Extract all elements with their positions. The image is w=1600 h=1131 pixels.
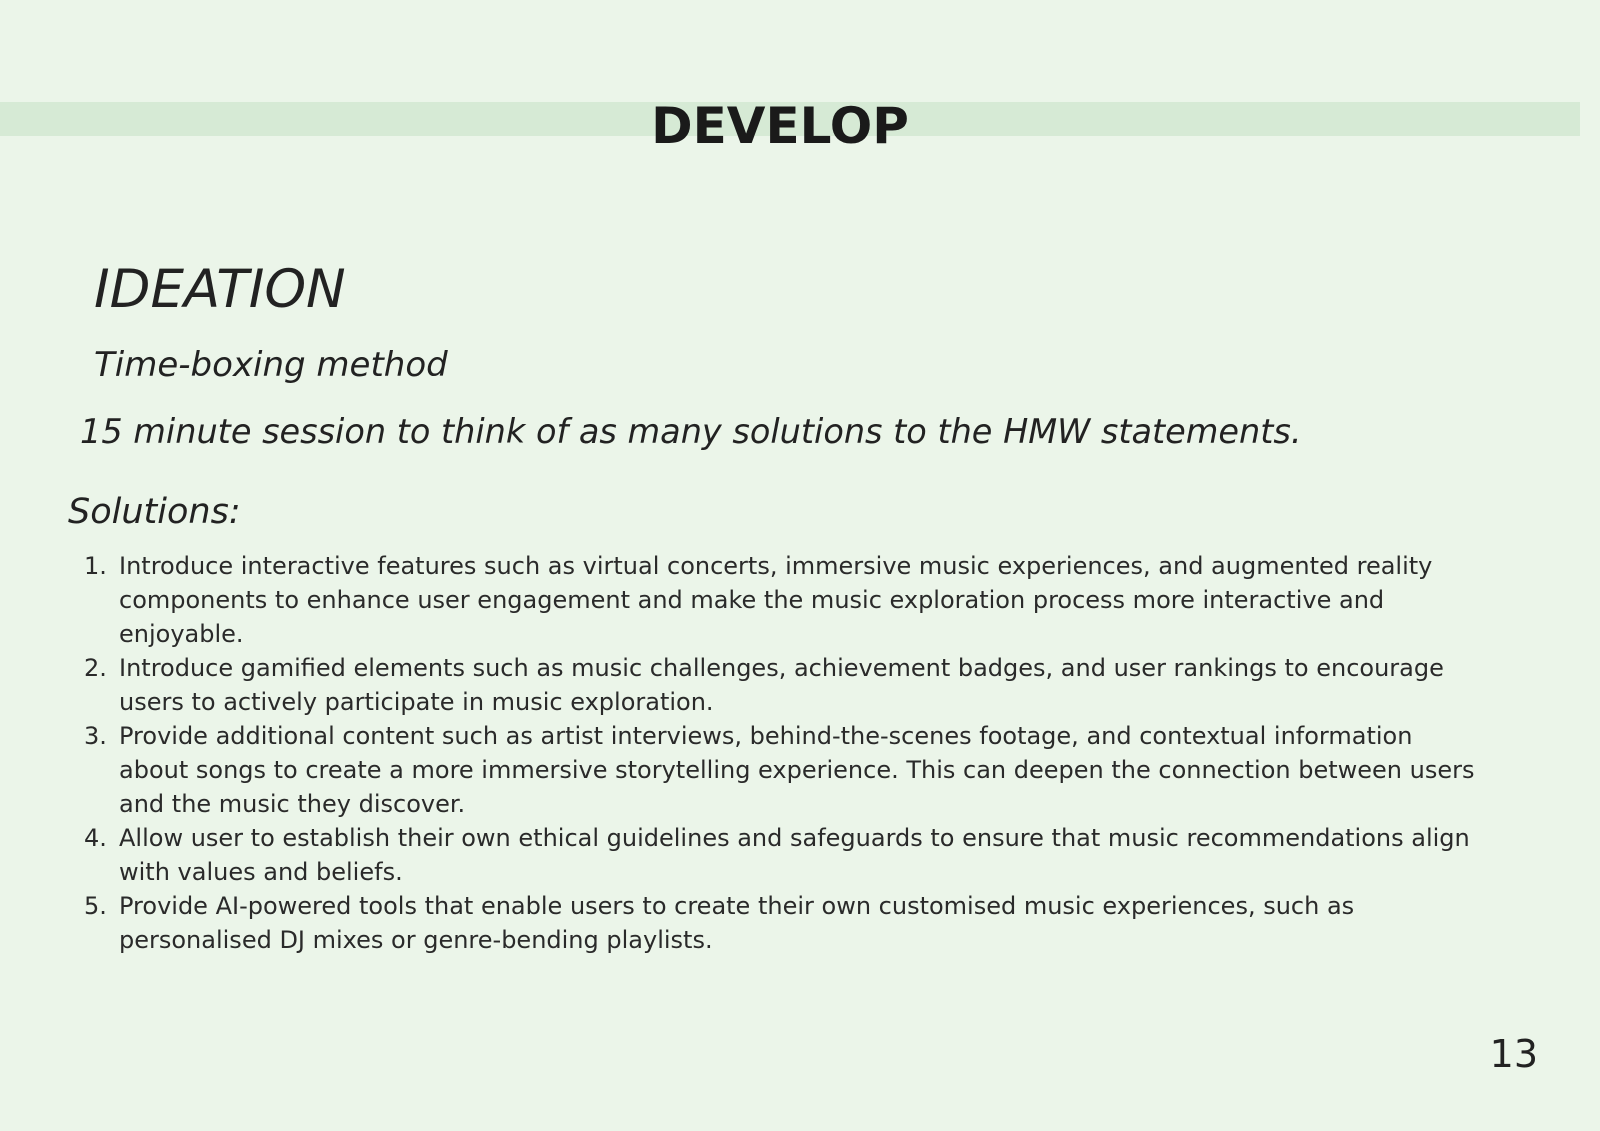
- solutions-list: [84, 549, 1484, 957]
- list-item-text: Provide AI-powered tools that enable users to create their own customised music experiences, such as personalised DJ mixes or genre-bending playlists.: [119, 892, 1355, 954]
- list-item-number: 3.: [84, 722, 107, 750]
- page-number: 13: [1489, 1032, 1538, 1076]
- list-item-text: Allow user to establish their own ethical guidelines and safeguards to ensure that music recommendations align with values and beliefs.: [119, 824, 1470, 886]
- list-item: [84, 651, 1484, 719]
- solutions-heading: Solutions:: [68, 492, 241, 532]
- list-item-number: 4.: [84, 824, 107, 852]
- list-item: [84, 719, 1484, 821]
- list-item-number: 1.: [84, 552, 107, 580]
- list-item: [84, 821, 1484, 889]
- list-item-text: Provide additional content such as artist interviews, behind-the-scenes footage, and contextual information about songs to create a more immersive storytelling experience. This can deepen the connection between users and the music they discover.: [119, 722, 1475, 818]
- method-title: Time-boxing method: [94, 345, 448, 385]
- list-item: [84, 889, 1484, 957]
- list-item: [84, 549, 1484, 651]
- section-title: IDEATION: [94, 259, 346, 320]
- list-item-number: 5.: [84, 892, 107, 920]
- session-description: 15 minute session to think of as many solutions to the HMW statements.: [80, 412, 1302, 451]
- list-item-number: 2.: [84, 654, 107, 682]
- list-item-text: Introduce gamified elements such as music challenges, achievement badges, and user rankings to encourage users to actively participate in music exploration.: [119, 654, 1444, 716]
- page-header-title: DEVELOP: [651, 97, 909, 155]
- list-item-text: Introduce interactive features such as virtual concerts, immersive music experiences, and augmented reality components to enhance user engagement and make the music exploration process more interactive and enjoyable.: [119, 552, 1433, 648]
